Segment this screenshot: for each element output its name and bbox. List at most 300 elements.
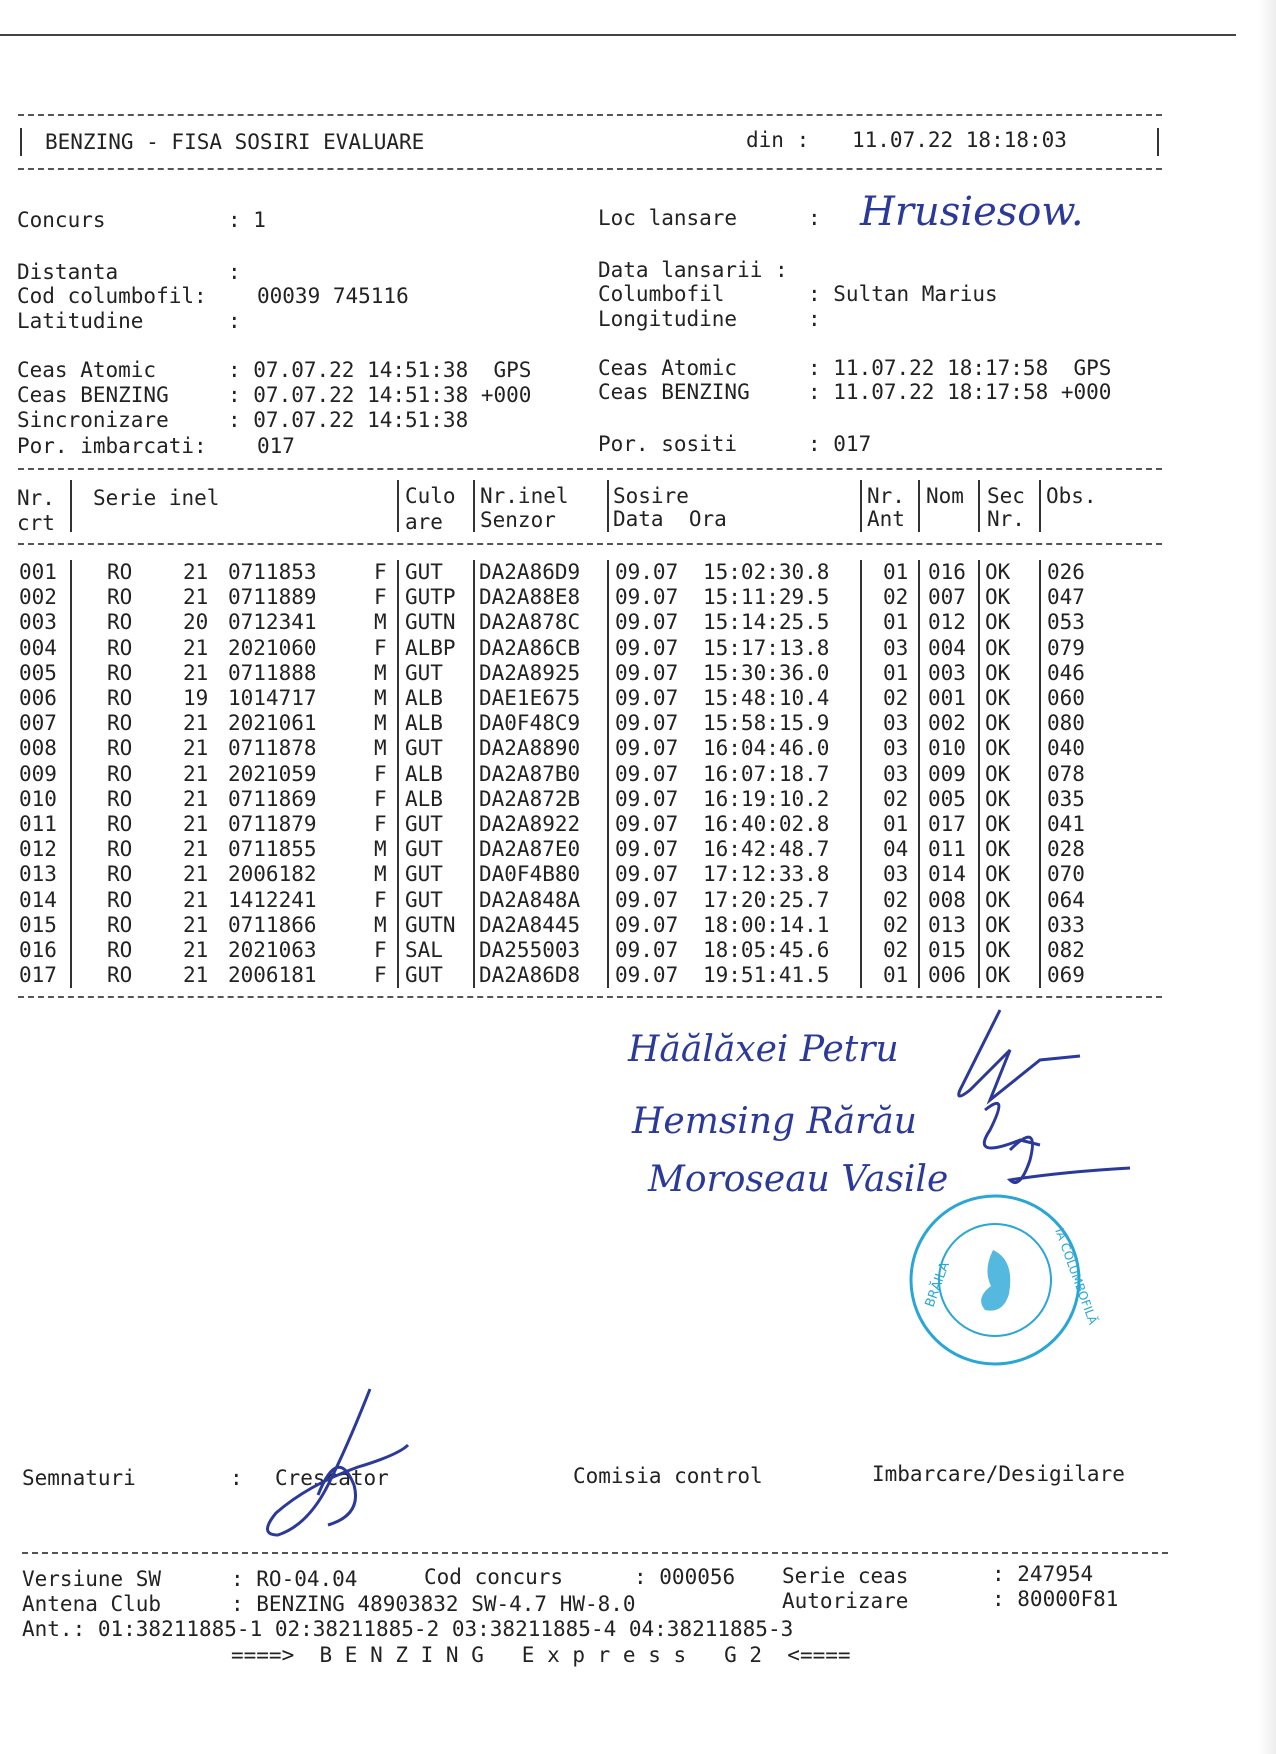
cell-obs: 079 [1047, 636, 1085, 660]
antena-club-label: Antena Club [22, 1592, 162, 1616]
cell-an: 21 [183, 736, 209, 760]
cell-ant: 03 [883, 636, 909, 660]
cell-an: 21 [183, 963, 209, 987]
serie-ceas-value: : 247954 [992, 1562, 1094, 1586]
cell-ora: 17:20:25.7 [703, 888, 830, 912]
cell-senzor: DA2A8445 [479, 913, 581, 937]
cell-ora: 16:40:02.8 [703, 812, 830, 836]
cell-nom: 017 [928, 812, 966, 836]
cell-senzor: DA2A87B0 [479, 762, 581, 786]
header-top-border [18, 114, 1162, 116]
ceas-benzing-value: : 07.07.22 14:51:38 +000 [228, 383, 532, 407]
column-divider [70, 560, 72, 988]
cell-sec: OK [985, 585, 1011, 609]
cell-nom: 010 [928, 736, 966, 760]
stamp-text-left: BRĂILA [922, 1259, 953, 1310]
cell-tara: RO [107, 787, 133, 811]
cell-nom: 002 [928, 711, 966, 735]
col-header-nr-inel: Nr.inel [480, 484, 569, 508]
imbarcare-desigilare-label: Imbarcare/Desigilare [872, 1462, 1125, 1486]
cell-ant: 03 [883, 711, 909, 735]
cell-sec: OK [985, 862, 1011, 886]
cell-an: 19 [183, 686, 209, 710]
cell-sex: F [374, 787, 387, 811]
cell-culoare: GUT [405, 661, 443, 685]
cell-inel: 1412241 [228, 888, 317, 912]
cell-data: 09.07 [615, 661, 679, 685]
cell-sec: OK [985, 736, 1011, 760]
cell-nr: 005 [19, 661, 57, 685]
cell-sec: OK [985, 762, 1011, 786]
page-edge-shadow [1258, 0, 1276, 1754]
cell-nr: 008 [19, 736, 57, 760]
cell-nom: 014 [928, 862, 966, 886]
cell-nr: 017 [19, 963, 57, 987]
cell-ora: 18:05:45.6 [703, 938, 830, 962]
autorizare-label: Autorizare [782, 1589, 909, 1613]
cell-data: 09.07 [615, 938, 679, 962]
cell-nr: 001 [19, 560, 57, 584]
versiune-sw-label: Versiune SW [22, 1567, 162, 1591]
cell-sec: OK [985, 837, 1011, 861]
cell-tara: RO [107, 762, 133, 786]
cell-senzor: DA2A872B [479, 787, 581, 811]
data-lansarii-label: Data lansarii : [598, 258, 788, 282]
cell-obs: 082 [1047, 938, 1085, 962]
cell-senzor: DA2A8890 [479, 736, 581, 760]
cell-sec: OK [985, 812, 1011, 836]
cell-nr: 007 [19, 711, 57, 735]
cell-an: 21 [183, 888, 209, 912]
cell-data: 09.07 [615, 963, 679, 987]
column-divider [978, 560, 980, 988]
cell-data: 09.07 [615, 862, 679, 886]
cell-obs: 047 [1047, 585, 1085, 609]
cell-nr: 016 [19, 938, 57, 962]
cell-nr: 012 [19, 837, 57, 861]
cell-an: 21 [183, 762, 209, 786]
cell-data: 09.07 [615, 686, 679, 710]
ceas-atomic-value: : 07.07.22 14:51:38 GPS [228, 358, 532, 382]
cell-culoare: ALB [405, 686, 443, 710]
cell-senzor: DA2A8922 [479, 812, 581, 836]
cell-sex: F [374, 762, 387, 786]
cell-sex: M [374, 913, 387, 937]
cell-ora: 19:51:41.5 [703, 963, 830, 987]
cell-ora: 15:17:13.8 [703, 636, 830, 660]
cell-nr: 013 [19, 862, 57, 886]
page-title: BENZING - FISA SOSIRI EVALUARE [45, 130, 425, 154]
cell-tara: RO [107, 585, 133, 609]
cell-inel: 0711869 [228, 787, 317, 811]
columbofil-value: : Sultan Marius [808, 282, 998, 306]
cell-tara: RO [107, 837, 133, 861]
cell-tara: RO [107, 686, 133, 710]
cell-an: 21 [183, 913, 209, 937]
cell-nr: 014 [19, 888, 57, 912]
handwritten-name-3: Moroseau Vasile [648, 1159, 949, 1200]
semnaturi-label: Semnaturi [22, 1466, 136, 1490]
cell-data: 09.07 [615, 585, 679, 609]
cell-ant: 01 [883, 560, 909, 584]
col-header-nr-ant-1: Nr. [867, 484, 905, 508]
cell-ant: 03 [883, 862, 909, 886]
cell-culoare: ALB [405, 787, 443, 811]
cell-sex: F [374, 585, 387, 609]
cell-nr: 010 [19, 787, 57, 811]
cell-culoare: GUTN [405, 913, 456, 937]
semnaturi-colon: : [230, 1466, 243, 1490]
cell-nr: 011 [19, 812, 57, 836]
cell-sec: OK [985, 636, 1011, 660]
column-divider [397, 560, 399, 988]
cell-data: 09.07 [615, 711, 679, 735]
cod-concurs-value: : 000056 [634, 1565, 736, 1589]
cell-nom: 006 [928, 963, 966, 987]
cell-sex: M [374, 686, 387, 710]
col-header-sosire: Sosire [613, 484, 689, 508]
cell-nr: 004 [19, 636, 57, 660]
cell-ora: 16:19:10.2 [703, 787, 830, 811]
longitudine-label: Longitudine [598, 307, 738, 331]
col-header-serie-inel: Serie inel [93, 486, 220, 510]
cell-an: 21 [183, 661, 209, 685]
cell-an: 21 [183, 812, 209, 836]
cell-nom: 001 [928, 686, 966, 710]
cell-ora: 18:00:14.1 [703, 913, 830, 937]
column-divider [70, 480, 72, 532]
cell-obs: 035 [1047, 787, 1085, 811]
cell-culoare: GUT [405, 862, 443, 886]
cell-sex: M [374, 711, 387, 735]
header-bottom-border [18, 168, 1162, 170]
cell-inel: 0711878 [228, 736, 317, 760]
cell-inel: 0711888 [228, 661, 317, 685]
serie-ceas-label: Serie ceas [782, 1564, 909, 1588]
footer-border [22, 1552, 1168, 1554]
stamp-text-right: IA COLUMBOFILĂ [1052, 1226, 1101, 1327]
column-divider [473, 560, 475, 988]
autorizare-value: : 80000F81 [992, 1587, 1119, 1611]
cell-obs: 026 [1047, 560, 1085, 584]
column-divider [918, 480, 920, 532]
cell-sex: M [374, 736, 387, 760]
cell-tara: RO [107, 661, 133, 685]
cell-an: 21 [183, 938, 209, 962]
cell-an: 21 [183, 560, 209, 584]
crescator-signature [258, 1385, 418, 1545]
cell-ant: 03 [883, 736, 909, 760]
handwritten-name-2: Hemsing Rărău [632, 1101, 917, 1142]
concurs-label: Concurs [17, 208, 106, 232]
cell-tara: RO [107, 711, 133, 735]
cell-ora: 16:07:18.7 [703, 762, 830, 786]
cell-nr: 003 [19, 610, 57, 634]
cell-nom: 015 [928, 938, 966, 962]
column-divider [860, 480, 862, 532]
cell-sex: F [374, 963, 387, 987]
cell-data: 09.07 [615, 888, 679, 912]
ceas-atomic-label: Ceas Atomic [17, 358, 157, 382]
cell-obs: 060 [1047, 686, 1085, 710]
brand-line: ====> B E N Z I N G E x p r e s s G 2 <==== [231, 1643, 851, 1667]
cell-obs: 040 [1047, 736, 1085, 760]
cell-inel: 2021061 [228, 711, 317, 735]
cell-obs: 064 [1047, 888, 1085, 912]
cell-data: 09.07 [615, 837, 679, 861]
club-stamp [905, 1190, 1101, 1370]
columbofil-label: Columbofil [598, 282, 725, 306]
cell-nr: 015 [19, 913, 57, 937]
cell-sec: OK [985, 963, 1011, 987]
cell-an: 21 [183, 585, 209, 609]
cell-nom: 013 [928, 913, 966, 937]
cell-nom: 008 [928, 888, 966, 912]
cell-nom: 012 [928, 610, 966, 634]
cell-senzor: DA2A878C [479, 610, 581, 634]
cell-inel: 2006182 [228, 862, 317, 886]
cell-inel: 2021059 [228, 762, 317, 786]
cell-culoare: GUT [405, 888, 443, 912]
cell-nr: 006 [19, 686, 57, 710]
cell-ant: 01 [883, 963, 909, 987]
sincronizare-label: Sincronizare [17, 408, 169, 432]
cell-sex: F [374, 888, 387, 912]
din-value: 11.07.22 18:18:03 [852, 128, 1067, 152]
cell-inel: 0712341 [228, 610, 317, 634]
col-header-nr-ant-2: Ant [867, 507, 905, 531]
col-header-sec-1: Sec [987, 484, 1025, 508]
crescator-label: Crescator [275, 1466, 389, 1490]
cell-ora: 15:48:10.4 [703, 686, 830, 710]
comisia-control-label: Comisia control [573, 1464, 763, 1488]
cell-senzor: DA2A87E0 [479, 837, 581, 861]
cell-obs: 046 [1047, 661, 1085, 685]
cell-sex: M [374, 862, 387, 886]
cell-culoare: GUT [405, 812, 443, 836]
cell-senzor: DAE1E675 [479, 686, 581, 710]
cell-data: 09.07 [615, 812, 679, 836]
cell-tara: RO [107, 560, 133, 584]
cell-nr: 009 [19, 762, 57, 786]
cell-obs: 069 [1047, 963, 1085, 987]
cell-ant: 02 [883, 585, 909, 609]
column-divider [607, 480, 609, 532]
cell-inel: 0711879 [228, 812, 317, 836]
col-header-obs: Obs. [1046, 484, 1097, 508]
cell-obs: 053 [1047, 610, 1085, 634]
cell-ant: 02 [883, 888, 909, 912]
ceas-benzing-right-label: Ceas BENZING [598, 380, 750, 404]
column-divider [397, 480, 399, 532]
cell-an: 21 [183, 711, 209, 735]
cell-ant: 02 [883, 913, 909, 937]
cell-obs: 041 [1047, 812, 1085, 836]
loc-lansare-label: Loc lansare [598, 206, 738, 230]
cell-an: 21 [183, 837, 209, 861]
cell-inel: 0711866 [228, 913, 317, 937]
cell-obs: 080 [1047, 711, 1085, 735]
cell-ora: 15:14:25.5 [703, 610, 830, 634]
cell-sex: M [374, 610, 387, 634]
distanta-value: : [228, 260, 241, 284]
cell-ora: 15:11:29.5 [703, 585, 830, 609]
cell-ant: 02 [883, 787, 909, 811]
cell-sec: OK [985, 913, 1011, 937]
cell-nr: 002 [19, 585, 57, 609]
cell-ora: 15:58:15.9 [703, 711, 830, 735]
col-header-nr: Nr. [17, 486, 55, 510]
cell-inel: 0711855 [228, 837, 317, 861]
antenna-list: Ant.: 01:38211885-1 02:38211885-2 03:38211885-4 04:38211885-3 [22, 1617, 794, 1641]
column-divider [473, 480, 475, 532]
cell-sex: M [374, 837, 387, 861]
cell-an: 21 [183, 787, 209, 811]
cell-tara: RO [107, 610, 133, 634]
por-imbarcati-value: 017 [257, 434, 295, 458]
cell-an: 21 [183, 862, 209, 886]
ceas-benzing-right-value: : 11.07.22 18:17:58 +000 [808, 380, 1112, 404]
por-sositi-value: : 017 [808, 432, 872, 456]
cell-sec: OK [985, 560, 1011, 584]
cell-sec: OK [985, 711, 1011, 735]
column-divider [860, 560, 862, 988]
table-top-border [18, 468, 1162, 470]
cell-obs: 070 [1047, 862, 1085, 886]
column-divider [1039, 480, 1041, 532]
loc-lansare-handwritten: Hrusiesow. [860, 189, 1084, 235]
cell-ant: 01 [883, 812, 909, 836]
column-divider [1039, 560, 1041, 988]
cell-sec: OK [985, 686, 1011, 710]
cell-sex: F [374, 560, 387, 584]
col-header-culoare-1: Culo [405, 484, 456, 508]
cell-obs: 033 [1047, 913, 1085, 937]
cell-nom: 005 [928, 787, 966, 811]
col-header-culoare-2: are [405, 510, 443, 534]
cell-an: 21 [183, 636, 209, 660]
cell-sex: F [374, 938, 387, 962]
cell-data: 09.07 [615, 636, 679, 660]
latitudine-label: Latitudine [17, 309, 144, 333]
cell-obs: 078 [1047, 762, 1085, 786]
cell-tara: RO [107, 812, 133, 836]
cell-sec: OK [985, 787, 1011, 811]
column-divider [918, 560, 920, 988]
cell-tara: RO [107, 636, 133, 660]
cell-sec: OK [985, 661, 1011, 685]
antena-club-value: : BENZING 48903832 SW-4.7 HW-8.0 [231, 1592, 636, 1616]
distanta-label: Distanta [17, 260, 119, 284]
cell-ora: 17:12:33.8 [703, 862, 830, 886]
cell-ora: 16:42:48.7 [703, 837, 830, 861]
concurs-value: : 1 [228, 208, 266, 232]
cell-culoare: GUT [405, 963, 443, 987]
cell-data: 09.07 [615, 610, 679, 634]
cell-ora: 15:02:30.8 [703, 560, 830, 584]
cell-ant: 03 [883, 762, 909, 786]
cell-sec: OK [985, 938, 1011, 962]
column-divider [607, 560, 609, 988]
cell-nom: 009 [928, 762, 966, 786]
ceas-atomic-right-value: : 11.07.22 18:17:58 GPS [808, 356, 1112, 380]
cell-data: 09.07 [615, 736, 679, 760]
cell-tara: RO [107, 736, 133, 760]
header-right-bar [1157, 128, 1159, 156]
header-left-bar [20, 128, 22, 156]
handwritten-name-1: Hăălăxei Petru [628, 1029, 899, 1070]
cell-senzor: DA2A86D9 [479, 560, 581, 584]
cell-inel: 2006181 [228, 963, 317, 987]
committee-signatures [930, 990, 1130, 1200]
cell-culoare: GUTN [405, 610, 456, 634]
column-divider [978, 480, 980, 532]
cell-obs: 028 [1047, 837, 1085, 861]
cell-data: 09.07 [615, 787, 679, 811]
cell-culoare: ALBP [405, 636, 456, 660]
cell-senzor: DA0F4B80 [479, 862, 581, 886]
cell-nom: 004 [928, 636, 966, 660]
col-header-senzor: Senzor [480, 508, 556, 532]
cell-ant: 01 [883, 610, 909, 634]
cell-an: 20 [183, 610, 209, 634]
cell-inel: 1014717 [228, 686, 317, 710]
cell-nom: 007 [928, 585, 966, 609]
sincronizare-value: : 07.07.22 14:51:38 [228, 408, 469, 432]
cell-culoare: ALB [405, 762, 443, 786]
cell-sec: OK [985, 888, 1011, 912]
cell-culoare: GUTP [405, 585, 456, 609]
cell-culoare: GUT [405, 837, 443, 861]
top-rule [0, 34, 1236, 36]
por-imbarcati-label: Por. imbarcati: [17, 434, 207, 458]
cell-nom: 011 [928, 837, 966, 861]
cell-ora: 15:30:36.0 [703, 661, 830, 685]
cell-tara: RO [107, 938, 133, 962]
cell-ant: 02 [883, 686, 909, 710]
por-sositi-label: Por. sositi [598, 432, 738, 456]
cell-ant: 02 [883, 938, 909, 962]
cell-ant: 04 [883, 837, 909, 861]
longitudine-value: : [808, 307, 821, 331]
cell-senzor: DA2A86D8 [479, 963, 581, 987]
cell-culoare: SAL [405, 938, 443, 962]
cell-tara: RO [107, 862, 133, 886]
cell-data: 09.07 [615, 913, 679, 937]
cell-ora: 16:04:46.0 [703, 736, 830, 760]
cell-inel: 0711889 [228, 585, 317, 609]
cell-tara: RO [107, 913, 133, 937]
cell-sex: F [374, 636, 387, 660]
cell-inel: 2021060 [228, 636, 317, 660]
cell-nom: 016 [928, 560, 966, 584]
cell-senzor: DA2A8925 [479, 661, 581, 685]
cell-sex: M [374, 661, 387, 685]
col-header-crt: crt [17, 511, 55, 535]
cell-culoare: GUT [405, 560, 443, 584]
ceas-atomic-right-label: Ceas Atomic [598, 356, 738, 380]
din-label: din : [746, 128, 810, 152]
cell-data: 09.07 [615, 762, 679, 786]
cell-sec: OK [985, 610, 1011, 634]
table-header-border [18, 543, 1162, 545]
cell-ant: 01 [883, 661, 909, 685]
cell-senzor: DA2A848A [479, 888, 581, 912]
cell-tara: RO [107, 963, 133, 987]
latitudine-value: : [228, 309, 241, 333]
cod-concurs-label: Cod concurs [424, 1565, 564, 1589]
cell-senzor: DA0F48C9 [479, 711, 581, 735]
